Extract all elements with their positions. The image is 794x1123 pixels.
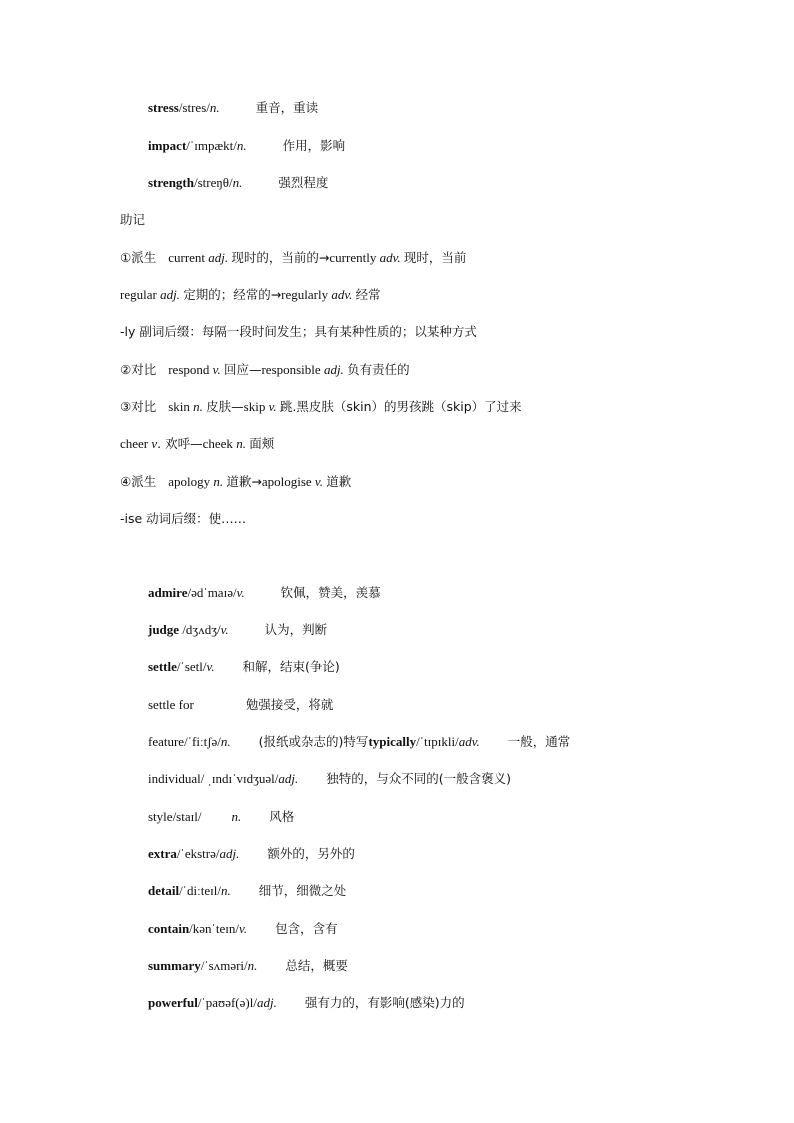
note-pos: v. bbox=[212, 362, 221, 377]
meaning: 作用，影响 bbox=[282, 138, 346, 153]
vocab-entry-individual bbox=[148, 770, 511, 788]
note-meaning: 道歉→ bbox=[226, 474, 262, 489]
note-meaning: 回应— bbox=[223, 362, 262, 377]
phonetic: /dʒʌdʒ/ bbox=[179, 622, 221, 637]
meaning: 强烈程度 bbox=[278, 175, 329, 190]
phonetic: /ˈpaʊəf(ə)l/ bbox=[197, 995, 257, 1010]
note-word: regularly bbox=[281, 287, 329, 302]
phonetic: /ˈsʌməri/ bbox=[200, 958, 248, 973]
note-tag: ①派生 bbox=[120, 250, 157, 265]
note-derive-apology bbox=[120, 473, 351, 491]
part-of-speech: n. bbox=[232, 175, 243, 190]
headword: extra bbox=[148, 846, 177, 861]
note-word: responsible bbox=[261, 362, 321, 377]
note-meaning: 皮肤— bbox=[206, 399, 244, 414]
phonetic: /ˈfiːtʃə/ bbox=[184, 734, 221, 749]
vocab-entry-style bbox=[148, 808, 294, 826]
part-of-speech: n. bbox=[236, 138, 247, 153]
part-of-speech: adj. bbox=[219, 846, 240, 861]
note-contrast-respond bbox=[120, 361, 410, 379]
note-word: cheek bbox=[202, 436, 233, 451]
note-meaning: 现时，当前 bbox=[403, 250, 467, 265]
note-word: current bbox=[168, 250, 206, 265]
phonetic: /staɪl/ bbox=[172, 809, 202, 824]
phonetic: /streŋθ/ bbox=[193, 175, 233, 190]
note-meaning: 经常 bbox=[355, 287, 381, 302]
note-word: apology bbox=[168, 474, 211, 489]
phonetic: /ˈdiːteɪl/ bbox=[179, 883, 221, 898]
note-tag: ②对比 bbox=[120, 362, 157, 377]
note-pos: v. bbox=[268, 399, 277, 414]
note-derive-current bbox=[120, 249, 466, 267]
note-pos: adj. bbox=[323, 362, 344, 377]
note-pos: adj. bbox=[160, 287, 180, 302]
vocab-entry-settle-for bbox=[148, 696, 333, 714]
note-ise-suffix bbox=[120, 510, 246, 528]
note-tag: ③对比 bbox=[120, 399, 157, 414]
phrase: settle for bbox=[148, 697, 194, 712]
headword: admire bbox=[148, 585, 188, 600]
note-meaning: 跳.黑皮肤（skin）的男孩跳（skip）了过来 bbox=[279, 399, 522, 414]
headword: impact bbox=[148, 138, 187, 153]
note-contrast-skin bbox=[120, 398, 522, 416]
headword: detail bbox=[148, 883, 180, 898]
note-word: respond bbox=[168, 362, 210, 377]
vocab-entry-admire bbox=[148, 584, 381, 602]
note-cheer bbox=[120, 435, 274, 453]
note-meaning: 现时的，当前的→ bbox=[231, 250, 330, 265]
vocab-entry-extra bbox=[148, 845, 355, 863]
note-meaning: 面颊 bbox=[249, 436, 275, 451]
meaning: 独特的，与众不同的(一般含褒义) bbox=[326, 771, 511, 786]
note-meaning: 负有责任的 bbox=[347, 362, 410, 377]
headword: settle bbox=[148, 659, 177, 674]
phonetic: /ədˈmaɪə/ bbox=[187, 585, 237, 600]
part-of-speech: v. bbox=[239, 921, 248, 936]
headword: typically bbox=[368, 734, 417, 749]
meaning: 重音，重读 bbox=[255, 100, 319, 115]
meaning: 包含，含有 bbox=[275, 921, 338, 936]
meaning: 认为，判断 bbox=[264, 622, 328, 637]
note-tag: ④派生 bbox=[120, 474, 157, 489]
note-pos: n. bbox=[236, 436, 246, 451]
vocab-entry-impact bbox=[148, 137, 345, 155]
part-of-speech: n. bbox=[220, 883, 231, 898]
note-pos: adv. bbox=[331, 287, 353, 302]
meaning: 一般，通常 bbox=[507, 734, 571, 749]
note-word: cheer bbox=[120, 436, 149, 451]
meaning: 细节，细微之处 bbox=[258, 883, 347, 898]
headword: strength bbox=[148, 175, 194, 190]
note-word: apologise bbox=[261, 474, 312, 489]
headword: judge bbox=[148, 622, 180, 637]
note-word: currently bbox=[329, 250, 377, 265]
note-text: -ise 动词后缀：使…… bbox=[120, 511, 247, 526]
phonetic: /ˈsetl/ bbox=[176, 659, 207, 674]
vocab-entry-settle bbox=[148, 658, 340, 676]
note-pos: adv. bbox=[379, 250, 401, 265]
meaning: 总结，概要 bbox=[285, 958, 348, 973]
phonetic: / ˌɪndɪˈvɪdʒuəl/ bbox=[200, 771, 279, 786]
vocab-entry-detail bbox=[148, 882, 346, 900]
mnemonic-heading: 助记 bbox=[120, 212, 146, 227]
phonetic: /ˈtɪpɪkli/ bbox=[416, 734, 459, 749]
meaning: 和解，结束(争论) bbox=[242, 659, 340, 674]
phonetic: /stres/ bbox=[178, 100, 210, 115]
note-text: -ly 副词后缀：每隔一段时间发生；具有某种性质的；以某种方式 bbox=[120, 324, 477, 339]
meaning: (报纸或杂志的)特写 bbox=[258, 734, 369, 749]
part-of-speech: v. bbox=[236, 585, 245, 600]
vocab-entry-strength bbox=[148, 174, 328, 192]
meaning: 强有力的，有影响(感染)力的 bbox=[304, 995, 465, 1010]
headword: individual bbox=[148, 771, 201, 786]
part-of-speech: adj. bbox=[256, 995, 277, 1010]
note-meaning: 定期的；经常的→ bbox=[183, 287, 282, 302]
part-of-speech: n. bbox=[247, 958, 258, 973]
meaning: 钦佩，赞美，羡慕 bbox=[280, 585, 381, 600]
headword: style bbox=[148, 809, 173, 824]
note-pos: n. bbox=[193, 399, 203, 414]
meaning: 勉强接受，将就 bbox=[245, 697, 334, 712]
part-of-speech: v. bbox=[220, 622, 229, 637]
part-of-speech: n. bbox=[209, 100, 220, 115]
vocab-entry-contain bbox=[148, 920, 338, 938]
part-of-speech: v. bbox=[206, 659, 215, 674]
part-of-speech: adj. bbox=[278, 771, 299, 786]
headword: contain bbox=[148, 921, 190, 936]
vocab-entry-powerful bbox=[148, 994, 465, 1012]
phonetic: /ˈɪmpækt/ bbox=[186, 138, 237, 153]
headword: summary bbox=[148, 958, 201, 973]
vocab-entry-feature bbox=[148, 733, 570, 751]
part-of-speech: adv. bbox=[458, 734, 480, 749]
meaning: 额外的，另外的 bbox=[267, 846, 355, 861]
note-ly-suffix bbox=[120, 323, 477, 341]
headword: feature bbox=[148, 734, 185, 749]
vocab-entry-summary bbox=[148, 957, 348, 975]
note-meaning: 道歉 bbox=[326, 474, 352, 489]
part-of-speech: n. bbox=[220, 734, 231, 749]
note-word: regular bbox=[120, 287, 157, 302]
note-pos: v. bbox=[314, 474, 323, 489]
note-pos: v bbox=[151, 436, 158, 451]
part-of-speech: n. bbox=[231, 809, 242, 824]
headword: stress bbox=[148, 100, 179, 115]
phonetic: /kənˈteɪn/ bbox=[189, 921, 239, 936]
vocab-entry-stress bbox=[148, 99, 318, 117]
note-pos: adj. bbox=[208, 250, 229, 265]
note-meaning: . 欢呼— bbox=[157, 436, 203, 451]
note-regular bbox=[120, 286, 381, 304]
note-pos: n. bbox=[213, 474, 224, 489]
phonetic: /ˈekstrə/ bbox=[176, 846, 220, 861]
note-word: skin bbox=[168, 399, 190, 414]
note-word: skip bbox=[243, 399, 266, 414]
headword: powerful bbox=[148, 995, 198, 1010]
meaning: 风格 bbox=[269, 809, 295, 824]
vocab-entry-judge bbox=[148, 621, 327, 639]
